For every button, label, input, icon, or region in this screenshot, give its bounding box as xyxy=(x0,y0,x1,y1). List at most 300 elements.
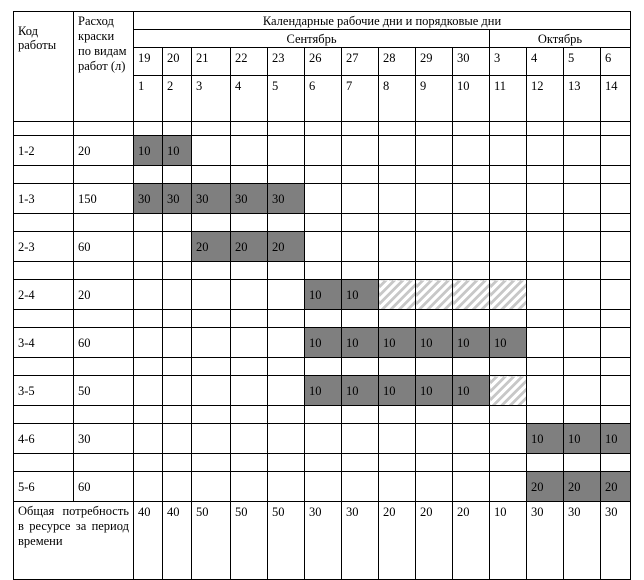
spacer-cell xyxy=(163,310,192,328)
schedule-cell xyxy=(453,472,490,502)
spacer-cell xyxy=(490,406,527,424)
spacer-cell xyxy=(453,262,490,280)
spacer-cell xyxy=(192,166,231,184)
spacer-cell xyxy=(564,310,601,328)
schedule-cell xyxy=(305,472,342,502)
schedule-cell: 30 xyxy=(268,184,305,214)
spacer-cell xyxy=(564,166,601,184)
table-row xyxy=(14,232,631,262)
spacer-cell xyxy=(416,166,453,184)
spacer-cell xyxy=(231,214,268,232)
spacer-cell xyxy=(74,166,134,184)
spacer-cell xyxy=(527,122,564,136)
calendar-day-cell: 26 xyxy=(305,48,342,76)
schedule-cell xyxy=(601,280,631,310)
total-value-cell: 50 xyxy=(192,502,231,580)
calendar-day-cell: 29 xyxy=(416,48,453,76)
spacer-cell xyxy=(305,122,342,136)
spacer-cell xyxy=(134,406,163,424)
spacer-cell xyxy=(342,406,379,424)
spacer-cell xyxy=(564,122,601,136)
total-row xyxy=(14,502,631,580)
paint-consumption-cell: 30 xyxy=(74,424,134,454)
schedule-cell xyxy=(305,184,342,214)
calendar-day-cell: 27 xyxy=(342,48,379,76)
schedule-cell xyxy=(379,232,416,262)
spacer-cell xyxy=(74,122,134,136)
total-value-cell: 40 xyxy=(134,502,163,580)
spacer-cell xyxy=(527,310,564,328)
calendar-day-cell: 3 xyxy=(490,48,527,76)
schedule-cell xyxy=(564,232,601,262)
spacer-cell xyxy=(490,454,527,472)
total-value-cell: 30 xyxy=(305,502,342,580)
schedule-cell xyxy=(192,328,231,358)
schedule-cell xyxy=(453,184,490,214)
spacer-cell xyxy=(305,358,342,376)
total-value-cell: 50 xyxy=(231,502,268,580)
spacer-cell xyxy=(268,214,305,232)
schedule-cell: 30 xyxy=(134,184,163,214)
schedule-cell xyxy=(305,424,342,454)
paint-consumption-cell: 60 xyxy=(74,232,134,262)
schedule-cell xyxy=(342,472,379,502)
spacer-cell xyxy=(163,454,192,472)
spacer-cell xyxy=(231,122,268,136)
schedule-cell: 10 xyxy=(601,424,631,454)
ordinal-day-cell: 9 xyxy=(416,76,453,122)
spacer-cell xyxy=(342,122,379,136)
schedule-cell: 20 xyxy=(231,232,268,262)
work-code-cell: 3-5 xyxy=(14,376,74,406)
schedule-cell xyxy=(601,136,631,166)
total-value-cell: 50 xyxy=(268,502,305,580)
spacer-cell xyxy=(163,166,192,184)
spacer-cell xyxy=(14,310,74,328)
spacer-cell xyxy=(134,122,163,136)
spacer-cell xyxy=(601,358,631,376)
total-value-cell: 10 xyxy=(490,502,527,580)
total-value-cell: 30 xyxy=(601,502,631,580)
spacer-cell xyxy=(268,310,305,328)
work-code-cell: 4-6 xyxy=(14,424,74,454)
schedule-cell xyxy=(601,232,631,262)
schedule-cell: 10 xyxy=(379,376,416,406)
calendar-day-cell: 21 xyxy=(192,48,231,76)
spacer-row xyxy=(14,358,631,376)
ordinal-day-cell: 4 xyxy=(231,76,268,122)
work-code-cell: 1-2 xyxy=(14,136,74,166)
calendar-day-cell: 22 xyxy=(231,48,268,76)
code-header: Код работы xyxy=(14,12,74,122)
spacer-cell xyxy=(192,406,231,424)
spacer-row xyxy=(14,122,631,136)
spacer-cell xyxy=(490,122,527,136)
total-value-cell: 20 xyxy=(453,502,490,580)
month-october: Октябрь xyxy=(490,30,631,48)
schedule-cell xyxy=(601,328,631,358)
table-row xyxy=(14,280,631,310)
spacer-cell xyxy=(453,122,490,136)
spacer-cell xyxy=(192,454,231,472)
work-schedule-table xyxy=(13,11,631,580)
schedule-cell: 20 xyxy=(268,232,305,262)
schedule-cell xyxy=(416,232,453,262)
schedule-cell xyxy=(379,424,416,454)
spacer-cell xyxy=(601,262,631,280)
schedule-cell: 10 xyxy=(416,376,453,406)
schedule-cell xyxy=(601,376,631,406)
spacer-cell xyxy=(231,262,268,280)
ordinal-day-cell: 6 xyxy=(305,76,342,122)
spacer-cell xyxy=(192,310,231,328)
schedule-cell: 10 xyxy=(379,328,416,358)
spacer-cell xyxy=(268,406,305,424)
spacer-cell xyxy=(163,406,192,424)
schedule-cell xyxy=(231,328,268,358)
schedule-cell xyxy=(342,136,379,166)
spacer-cell xyxy=(416,214,453,232)
paint-consumption-cell: 60 xyxy=(74,472,134,502)
schedule-cell xyxy=(268,472,305,502)
spacer-row xyxy=(14,262,631,280)
spacer-cell xyxy=(416,406,453,424)
schedule-cell xyxy=(416,472,453,502)
spacer-cell xyxy=(453,406,490,424)
work-code-cell: 1-3 xyxy=(14,184,74,214)
schedule-cell: 10 xyxy=(342,376,379,406)
spacer-cell xyxy=(305,214,342,232)
spacer-cell xyxy=(231,310,268,328)
spacer-cell xyxy=(453,454,490,472)
spacer-cell xyxy=(490,214,527,232)
calendar-day-cell: 28 xyxy=(379,48,416,76)
schedule-cell xyxy=(490,424,527,454)
schedule-cell xyxy=(305,136,342,166)
spacer-cell xyxy=(268,166,305,184)
schedule-cell: 30 xyxy=(192,184,231,214)
spacer-cell xyxy=(134,454,163,472)
paint-consumption-header: Расход краски по видам работ (л) xyxy=(74,12,134,122)
ordinal-day-cell: 10 xyxy=(453,76,490,122)
schedule-cell xyxy=(564,136,601,166)
spacer-cell xyxy=(601,406,631,424)
schedule-cell xyxy=(134,376,163,406)
spacer-cell xyxy=(564,214,601,232)
schedule-cell xyxy=(453,280,490,310)
schedule-cell: 30 xyxy=(231,184,268,214)
ordinal-day-cell: 12 xyxy=(527,76,564,122)
table-row xyxy=(14,424,631,454)
schedule-cell: 10 xyxy=(490,328,527,358)
spacer-cell xyxy=(14,262,74,280)
schedule-cell xyxy=(231,472,268,502)
schedule-cell: 10 xyxy=(342,328,379,358)
spacer-cell xyxy=(453,166,490,184)
total-value-cell: 40 xyxy=(163,502,192,580)
calendar-day-cell: 4 xyxy=(527,48,564,76)
spacer-cell xyxy=(192,262,231,280)
spacer-cell xyxy=(342,214,379,232)
table-row xyxy=(14,328,631,358)
work-code-cell: 2-4 xyxy=(14,280,74,310)
table-row xyxy=(14,184,631,214)
schedule-cell xyxy=(163,232,192,262)
schedule-cell xyxy=(490,472,527,502)
schedule-cell xyxy=(231,136,268,166)
spacer-cell xyxy=(305,406,342,424)
spacer-cell xyxy=(74,454,134,472)
spacer-row xyxy=(14,454,631,472)
schedule-cell xyxy=(490,232,527,262)
spacer-cell xyxy=(231,358,268,376)
spacer-cell xyxy=(134,358,163,376)
schedule-cell: 30 xyxy=(163,184,192,214)
spacer-cell xyxy=(527,166,564,184)
spacer-cell xyxy=(74,406,134,424)
schedule-cell: 20 xyxy=(192,232,231,262)
schedule-cell xyxy=(564,280,601,310)
schedule-cell: 10 xyxy=(453,328,490,358)
spacer-cell xyxy=(527,214,564,232)
schedule-cell xyxy=(134,232,163,262)
schedule-cell xyxy=(379,280,416,310)
schedule-cell xyxy=(192,424,231,454)
spacer-cell xyxy=(268,122,305,136)
spacer-cell xyxy=(231,406,268,424)
ordinal-day-cell: 3 xyxy=(192,76,231,122)
spacer-cell xyxy=(490,358,527,376)
ordinal-day-cell: 5 xyxy=(268,76,305,122)
spacer-cell xyxy=(601,454,631,472)
schedule-cell: 10 xyxy=(527,424,564,454)
spacer-cell xyxy=(527,262,564,280)
schedule-cell xyxy=(490,184,527,214)
schedule-cell xyxy=(416,424,453,454)
spacer-cell xyxy=(268,454,305,472)
schedule-cell xyxy=(163,424,192,454)
spacer-cell xyxy=(74,262,134,280)
spacer-cell xyxy=(14,454,74,472)
schedule-cell: 20 xyxy=(601,472,631,502)
schedule-cell xyxy=(134,472,163,502)
total-label: Общая потребность в ресурсе за период времени xyxy=(14,502,134,580)
schedule-cell xyxy=(527,280,564,310)
schedule-cell xyxy=(192,136,231,166)
spacer-cell xyxy=(192,214,231,232)
spacer-cell xyxy=(453,310,490,328)
schedule-cell xyxy=(163,328,192,358)
calendar-header: Календарные рабочие дни и порядковые дни xyxy=(134,12,631,30)
total-value-cell: 30 xyxy=(527,502,564,580)
spacer-cell xyxy=(527,454,564,472)
spacer-cell xyxy=(14,214,74,232)
schedule-cell xyxy=(192,280,231,310)
schedule-cell xyxy=(231,424,268,454)
schedule-cell xyxy=(134,280,163,310)
spacer-cell xyxy=(490,166,527,184)
spacer-cell xyxy=(342,310,379,328)
schedule-cell xyxy=(453,232,490,262)
schedule-cell xyxy=(268,376,305,406)
spacer-cell xyxy=(379,406,416,424)
schedule-cell xyxy=(490,280,527,310)
paint-consumption-cell: 150 xyxy=(74,184,134,214)
work-code-cell: 5-6 xyxy=(14,472,74,502)
schedule-cell xyxy=(527,136,564,166)
spacer-cell xyxy=(490,310,527,328)
schedule-cell: 10 xyxy=(342,280,379,310)
spacer-cell xyxy=(231,454,268,472)
spacer-cell xyxy=(416,310,453,328)
schedule-cell xyxy=(268,280,305,310)
spacer-cell xyxy=(163,358,192,376)
schedule-cell xyxy=(490,136,527,166)
spacer-cell xyxy=(453,358,490,376)
schedule-cell xyxy=(527,232,564,262)
schedule-cell xyxy=(305,232,342,262)
spacer-cell xyxy=(527,358,564,376)
spacer-cell xyxy=(379,310,416,328)
total-value-cell: 20 xyxy=(379,502,416,580)
spacer-row xyxy=(14,214,631,232)
schedule-cell: 10 xyxy=(134,136,163,166)
schedule-cell xyxy=(416,136,453,166)
spacer-cell xyxy=(305,166,342,184)
paint-consumption-cell: 20 xyxy=(74,136,134,166)
spacer-cell xyxy=(379,214,416,232)
schedule-cell xyxy=(268,136,305,166)
schedule-cell xyxy=(268,328,305,358)
schedule-cell xyxy=(342,232,379,262)
spacer-cell xyxy=(342,166,379,184)
schedule-cell xyxy=(379,472,416,502)
schedule-cell xyxy=(192,472,231,502)
spacer-cell xyxy=(379,166,416,184)
paint-consumption-cell: 50 xyxy=(74,376,134,406)
ordinal-day-cell: 14 xyxy=(601,76,631,122)
spacer-row xyxy=(14,310,631,328)
calendar-day-cell: 5 xyxy=(564,48,601,76)
schedule-cell xyxy=(163,280,192,310)
spacer-cell xyxy=(74,310,134,328)
schedule-cell xyxy=(416,280,453,310)
schedule-cell xyxy=(453,424,490,454)
spacer-cell xyxy=(564,262,601,280)
spacer-row xyxy=(14,166,631,184)
spacer-cell xyxy=(416,262,453,280)
spacer-cell xyxy=(416,122,453,136)
table-row xyxy=(14,472,631,502)
spacer-cell xyxy=(379,358,416,376)
schedule-cell: 10 xyxy=(305,280,342,310)
schedule-cell xyxy=(379,184,416,214)
schedule-cell xyxy=(231,280,268,310)
spacer-cell xyxy=(268,358,305,376)
table-row xyxy=(14,376,631,406)
spacer-cell xyxy=(134,166,163,184)
schedule-cell xyxy=(163,472,192,502)
spacer-cell xyxy=(416,454,453,472)
spacer-cell xyxy=(564,406,601,424)
schedule-cell: 20 xyxy=(564,472,601,502)
spacer-cell xyxy=(74,358,134,376)
schedule-cell: 10 xyxy=(416,328,453,358)
spacer-cell xyxy=(601,166,631,184)
schedule-cell: 10 xyxy=(305,376,342,406)
schedule-cell xyxy=(490,376,527,406)
spacer-cell xyxy=(74,214,134,232)
schedule-cell xyxy=(192,376,231,406)
paint-consumption-cell: 20 xyxy=(74,280,134,310)
spacer-cell xyxy=(342,262,379,280)
spacer-cell xyxy=(564,358,601,376)
spacer-cell xyxy=(564,454,601,472)
spacer-cell xyxy=(14,166,74,184)
spacer-cell xyxy=(453,214,490,232)
spacer-cell xyxy=(379,454,416,472)
calendar-day-cell: 19 xyxy=(134,48,163,76)
work-code-cell: 3-4 xyxy=(14,328,74,358)
spacer-cell xyxy=(379,122,416,136)
schedule-cell xyxy=(564,184,601,214)
schedule-cell: 20 xyxy=(527,472,564,502)
ordinal-day-cell: 13 xyxy=(564,76,601,122)
spacer-cell xyxy=(163,214,192,232)
schedule-cell xyxy=(564,376,601,406)
schedule-cell xyxy=(527,328,564,358)
schedule-cell xyxy=(134,328,163,358)
total-value-cell: 20 xyxy=(416,502,453,580)
schedule-cell xyxy=(342,424,379,454)
ordinal-day-cell: 1 xyxy=(134,76,163,122)
spacer-cell xyxy=(14,406,74,424)
spacer-cell xyxy=(231,166,268,184)
total-value-cell: 30 xyxy=(342,502,379,580)
table-row xyxy=(14,136,631,166)
spacer-cell xyxy=(163,262,192,280)
schedule-cell: 10 xyxy=(163,136,192,166)
spacer-cell xyxy=(192,358,231,376)
schedule-cell xyxy=(231,376,268,406)
spacer-cell xyxy=(305,262,342,280)
spacer-cell xyxy=(305,310,342,328)
spacer-cell xyxy=(134,310,163,328)
schedule-cell: 10 xyxy=(453,376,490,406)
schedule-cell xyxy=(601,184,631,214)
spacer-cell xyxy=(601,122,631,136)
schedule-cell xyxy=(342,184,379,214)
ordinal-day-cell: 2 xyxy=(163,76,192,122)
spacer-cell xyxy=(416,358,453,376)
ordinal-day-cell: 7 xyxy=(342,76,379,122)
calendar-day-cell: 6 xyxy=(601,48,631,76)
total-value-cell: 30 xyxy=(564,502,601,580)
schedule-cell: 10 xyxy=(564,424,601,454)
spacer-cell xyxy=(134,262,163,280)
schedule-cell xyxy=(527,376,564,406)
ordinal-day-cell: 8 xyxy=(379,76,416,122)
schedule-cell xyxy=(564,328,601,358)
paint-consumption-cell: 60 xyxy=(74,328,134,358)
calendar-day-cell: 20 xyxy=(163,48,192,76)
spacer-cell xyxy=(14,358,74,376)
month-september: Сентябрь xyxy=(134,30,490,48)
schedule-cell xyxy=(453,136,490,166)
spacer-cell xyxy=(163,122,192,136)
schedule-cell xyxy=(527,184,564,214)
spacer-cell xyxy=(268,262,305,280)
